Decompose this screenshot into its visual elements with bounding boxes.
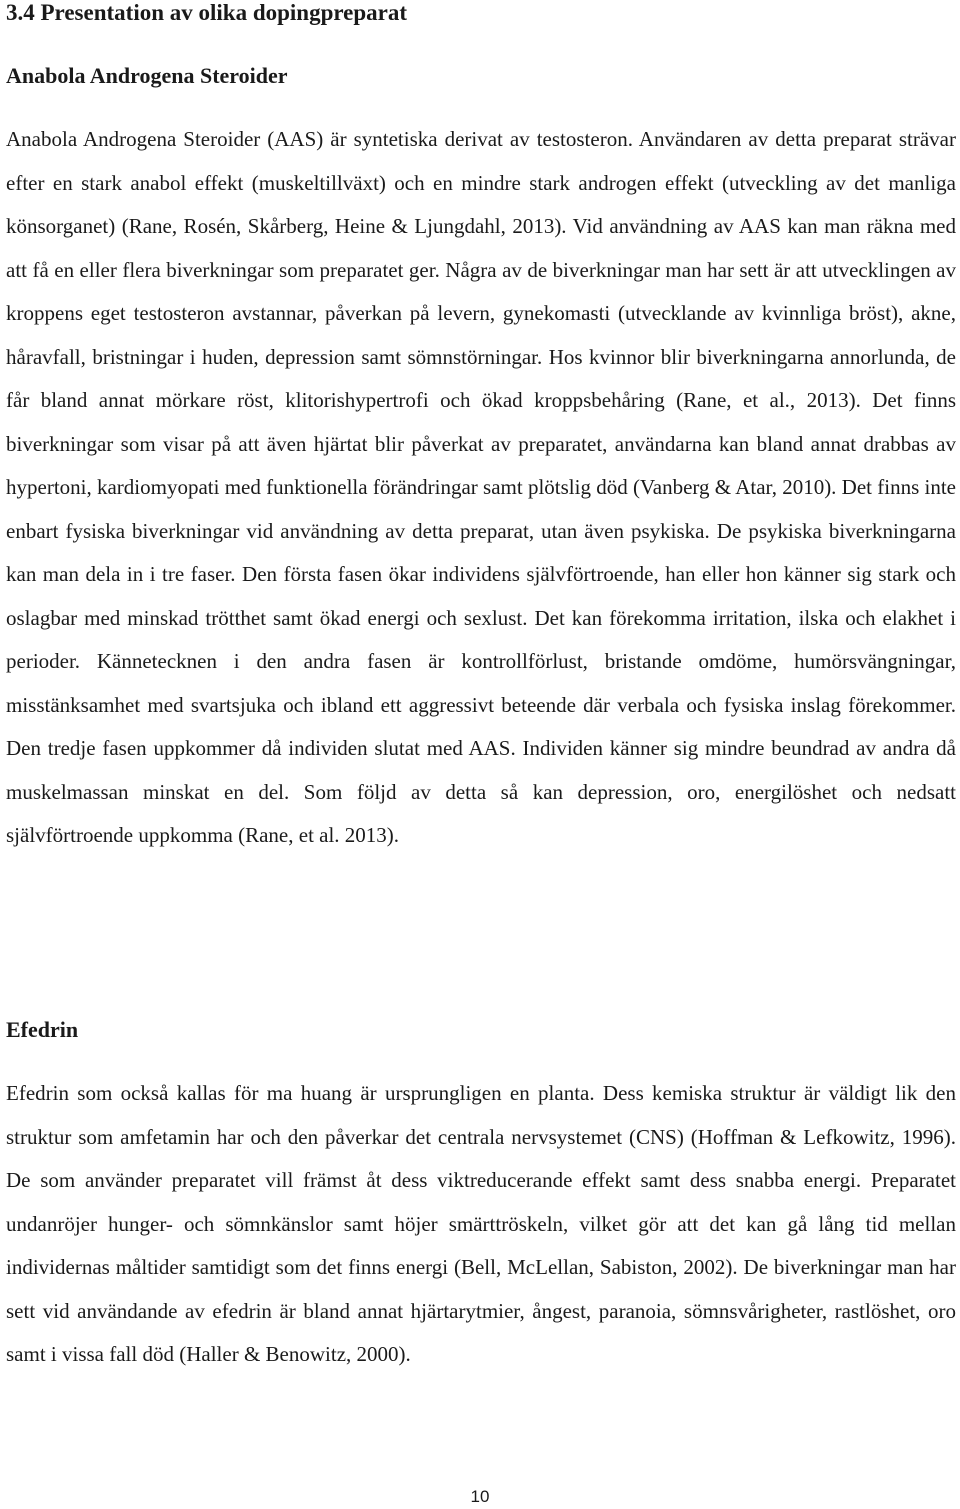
efedrin-heading: Efedrin — [6, 1017, 79, 1042]
aas-paragraph: Anabola Androgena Steroider (AAS) är syntetiska derivat av testosteron. Användaren av detta preparat strävar efter en stark anabol effekt (muskeltillväxt) och en mindre stark androgen effekt (utveckling av det manliga könsorganet) (Rane, Rosén, Skårberg, Heine & Ljungdahl, 2013). Vid användning av AAS kan man räkna med att få en eller flera biverkningar som preparatet ger. Några av de biverkningar man har sett är att utvecklingen av kroppens eget testosteron avstannar, påverkan på levern, gynekomasti (utvecklande av kvinnliga bröst), akne, håravfall, bristningar i huden, depression samt sömnstörningar. Hos kvinnor blir biverkningarna annorlunda, de får bland annat mörkare röst, klitorishypertrofi och ökad kroppsbehåring (Rane, et al., 2013). Det finns biverkningar som visar på att även hjärtat blir påverkat av preparatet, användarna kan bland annat drabbas av hypertoni, kardiomyopati med funktionella förändringar samt plötslig död (Vanberg & Atar, 2010). Det finns inte enbart fysiska biverkningar vid användning av detta preparat, utan även psykiska. De psykiska biverkningarna kan man dela in i tre faser. Den första fasen ökar individens självförtroende, han eller hon känner sig stark och oslagbar med minskad trötthet samt ökad energi och sexlust. Det kan förekomma irritation, ilska och elakhet i perioder. Kännetecknen i den andra fasen är kontrollförlust, bristande omdöme, humörsvängningar, misstänksamhet med svartsjuka och ibland ett aggressivt beteende där verbala och fysiska inslag förekommer. Den tredje fasen uppkommer då individen slutat med AAS. Individen känner sig mindre beundrad av andra då muskelmassan minskat en del. Som följd av detta så kan depression, oro, energilöshet och nedsatt självförtroende uppkomma (Rane, et al. 2013). — [6, 127, 956, 847]
efedrin-paragraph: Efedrin som också kallas för ma huang är ursprungligen en planta. Dess kemiska struktur är väldigt lik den struktur som amfetamin har och den påverkar det centrala nervsystemet (CNS) (Hoffman & Lefkowitz, 1996). De som använder preparatet vill främst åt dess viktreducerande effekt samt dess snabba energi. Preparatet undanröjer hunger- och sömnkänslor samt höjer smärttröskeln, vilket gör att det kan gå lång tid mellan individernas måltider samtidigt som det finns energi (Bell, McLellan, Sabiston, 2002). De biverkningar man har sett vid användande av efedrin är bland annat hjärtarytmier, ångest, paranoia, sömnsvårigheter, rastlöshet, oro samt i vissa fall död (Haller & Benowitz, 2000). — [6, 1081, 956, 1366]
page-number: 10 — [470, 1487, 490, 1506]
section-title: 3.4 Presentation av olika dopingpreparat — [6, 0, 408, 25]
aas-heading: Anabola Androgena Steroider — [6, 63, 288, 88]
